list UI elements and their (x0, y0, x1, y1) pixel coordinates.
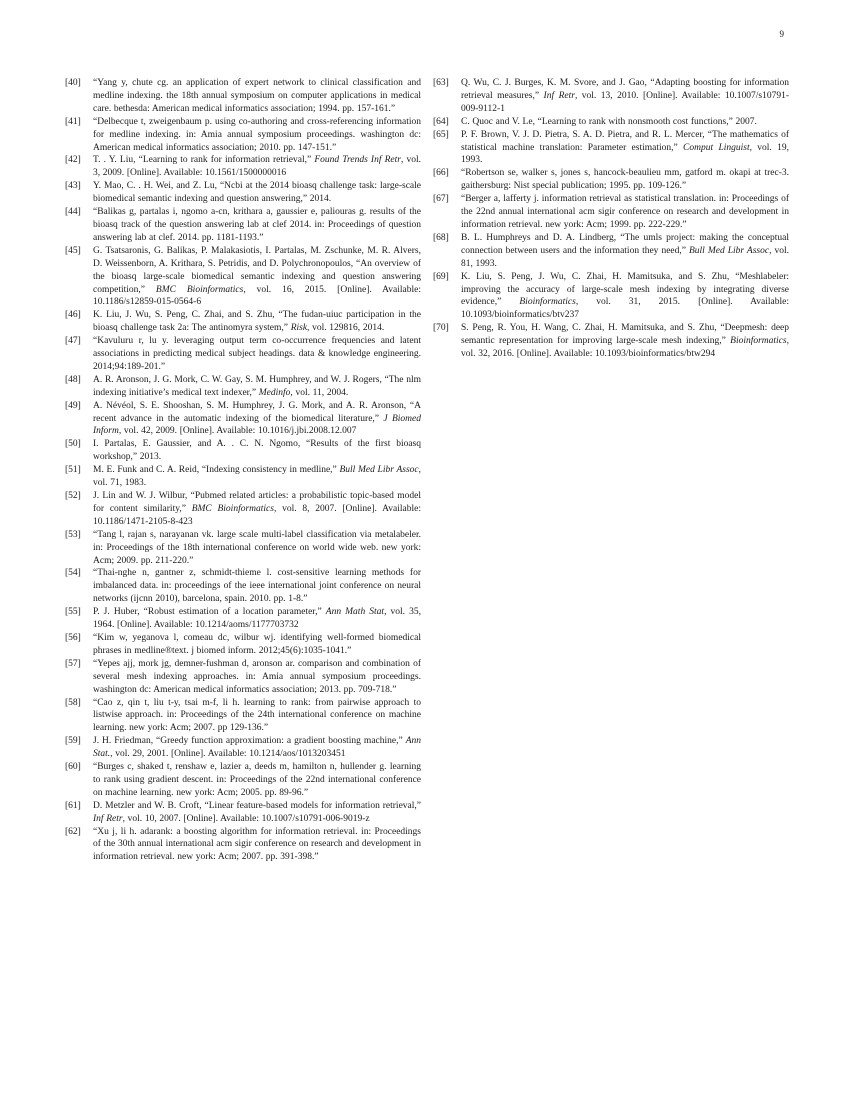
reference-text: Y. Mao, C. . H. Wei, and Z. Lu, “Ncbi at the 2014 bioasq challenge task: large-scale biomedical semantic indexing and question answering,” 2014. (93, 181, 421, 205)
reference-number: [45] (65, 245, 81, 256)
reference-number: [48] (65, 374, 81, 385)
reference-item (433, 77, 789, 116)
reference-text: “Balikas g, partalas i, ngomo a-cn, krithara a, gaussier e, paliouras g. results of the bioasq track of the question answering lab at clef 2014. in: Proceedings of question answering lab at clef. 2014. pp. 1181-1193.” (93, 207, 421, 243)
reference-text: “Cao z, qin t, liu t-y, tsai m-f, li h. learning to rank: from pairwise approach to listwise approach. in: Proceedings of the 24th international conference on machine learning. new york: Acm; 2007. pp 129-136.” (93, 697, 421, 734)
reference-number: [65] (433, 129, 449, 140)
reference-number: [41] (65, 116, 81, 127)
reference-number: [70] (433, 323, 449, 334)
reference-number: [40] (65, 78, 81, 88)
references-column-right (433, 77, 789, 864)
reference-text: S. Peng, R. You, H. Wang, C. Zhai, H. Mamitsuka, and S. Zhu, “Deepmesh: deep semantic representation for improving large-scale mesh indexing,” Bioinformatics, vol. 32, 2016. [Online]. Available: 10.1093/bioinformatics/btw294 (461, 323, 789, 360)
reference-text: D. Metzler and W. B. Croft, “Linear feature-based models for information retrieval,” Inf Retr, vol. 10, 2007. [Online]. Available: 10.1007/s10791-006-9019-z (93, 800, 421, 824)
reference-text: M. E. Funk and C. A. Reid, “Indexing consistency in medline,” Bull Med Libr Assoc, vol. 71, 1983. (93, 465, 421, 489)
reference-item (433, 129, 789, 168)
reference-text: “Tang l, rajan s, narayanan vk. large scale multi-label classification via metalabeler. in: Proceedings of the 18th international conference on world wide web. new york: Acm; 2009. pp. 211-220.” (93, 529, 421, 566)
reference-item (65, 309, 421, 335)
reference-item (433, 232, 789, 271)
reference-number: [57] (65, 658, 81, 669)
references-column-left (65, 77, 421, 864)
reference-text: T. . Y. Liu, “Learning to rank for information retrieval,” Found Trends Inf Retr, vol. 3, 2009. [Online]. Available: 10.1561/1500000016 (93, 155, 421, 179)
reference-text: P. J. Huber, “Robust estimation of a location parameter,” Ann Math Stat, vol. 35, 1964. [Online]. Available: 10.1214/aoms/1177703732 (93, 607, 421, 631)
reference-item (65, 567, 421, 606)
reference-number: [53] (65, 529, 81, 540)
reference-text: “Thai-nghe n, gantner z, schmidt-thieme l. cost-sensitive learning methods for imbalanced data. in: proceedings of the ieee international joint conference on neural networks (ijcnn 2010), barcelona, spain. 2010. pp. 1-8.” (93, 568, 421, 605)
reference-number: [50] (65, 439, 81, 450)
reference-text: K. Liu, S. Peng, J. Wu, C. Zhai, H. Mamitsuka, and S. Zhu, “Meshlabeler: improving the accuracy of large-scale mesh indexing by integrating diverse evidence,” Bioinformatics, vol. 31, 2015. [Online]. Available: 10.1093/bioinformatics/btv237 (461, 271, 789, 321)
reference-text: “Robertson se, walker s, jones s, hancock-beaulieu mm, gatford m. okapi at trec-3. gaithersburg: Nist special publication; 1995. pp. 109-126.” (461, 168, 789, 192)
reference-text: J. H. Friedman, “Greedy function approximation: a gradient boosting machine,” Ann Stat., vol. 29, 2001. [Online]. Available: 10.1214/aos/1013203451 (93, 736, 421, 760)
reference-number: [69] (433, 271, 449, 282)
reference-item (65, 826, 421, 865)
reference-text: “Xu j, li h. adarank: a boosting algorithm for information retrieval. in: Proceedings of the 30th annual international acm sigir conference on research and development in information retrieval. new york: Acm; 2007. pp. 391-398.” (93, 826, 421, 863)
reference-text: A. Névéol, S. E. Shooshan, S. M. Humphrey, J. G. Mork, and A. R. Aronson, “A recent advance in the automatic indexing of the biomedical literature,” J Biomed Inform, vol. 42, 2009. [Online]. Available: 10.1016/j.jbi.2008.12.007 (93, 400, 421, 437)
reference-text: “Berger a, lafferty j. information retrieval as statistical translation. in: Proceedings of the 22nd annual international acm sigir conference on research and development in information retrieval. new york: Acm; 1999. pp. 222-229.” (461, 194, 789, 230)
reference-text: Q. Wu, C. J. Burges, K. M. Svore, and J. Gao, “Adapting boosting for information retrieval measures,” Inf Retr, vol. 13, 2010. [Online]. Available: 10.1007/s10791-009-9112-1 (461, 78, 789, 114)
reference-item (65, 800, 421, 826)
reference-number: [64] (433, 116, 449, 127)
reference-item (65, 116, 421, 155)
reference-number: [52] (65, 491, 81, 501)
reference-text: “Burges c, shaked t, renshaw e, lazier a, deeds m, hamilton n, hullender g. learning to rank using gradient descent. in: Proceedings of the 22nd international conference on machine learning. new york: Acm; 2005. pp. 89-96.” (93, 762, 421, 798)
reference-item (433, 322, 789, 361)
reference-number: [63] (433, 78, 449, 88)
reference-item (65, 529, 421, 568)
reference-item (433, 193, 789, 232)
reference-text: “Delbecque t, zweigenbaum p. using co-authoring and cross-referencing information for medline indexing. in: Amia annual symposium proceedings. washington dc: American medical informatics association; 2010. pp. 147-151.” (93, 116, 421, 153)
reference-item (65, 606, 421, 632)
reference-text: G. Tsatsaronis, G. Balikas, P. Malakasiotis, I. Partalas, M. Zschunke, M. R. Alvers, D. Weissenborn, A. Krithara, S. Petridis, and D. Polychronopoulos, “An overview of the bioasq large-scale biomedical semantic indexing and question answering competition,” BMC Bioinformatics, vol. 16, 2015. [Online]. Available: 10.1186/s12859-015-0564-6 (93, 245, 421, 308)
reference-item (65, 761, 421, 800)
reference-number: [49] (65, 400, 81, 411)
reference-text: A. R. Aronson, J. G. Mork, C. W. Gay, S. M. Humphrey, and W. J. Rogers, “The nlm indexing initiative’s medical text indexer,” Medinfo, vol. 11, 2004. (93, 374, 421, 398)
reference-item (65, 180, 421, 206)
reference-text: “Kavuluru r, lu y. leveraging output term co-occurrence frequencies and latent associations in predicting medical subject headings. data & knowledge engineering. 2014;94:189-201.” (93, 336, 421, 372)
reference-item (65, 490, 421, 529)
reference-item (65, 735, 421, 761)
reference-number: [44] (65, 207, 81, 218)
reference-item (65, 697, 421, 736)
reference-item (65, 245, 421, 310)
reference-item (65, 464, 421, 490)
reference-item (433, 271, 789, 323)
reference-number: [55] (65, 607, 81, 618)
reference-number: [42] (65, 155, 81, 166)
reference-number: [56] (65, 632, 81, 643)
reference-text: I. Partalas, E. Gaussier, and A. . C. N. Ngomo, “Results of the first bioasq workshop,” 2013. (93, 439, 421, 463)
reference-item (65, 658, 421, 697)
reference-number: [51] (65, 465, 81, 476)
page-number: 9 (779, 29, 784, 39)
reference-item (65, 400, 421, 439)
reference-text: “Kim w, yeganova l, comeau dc, wilbur wj. identifying well-formed biomedical phrases in medline®text. j biomed inform. 2012;45(6):1035-1041.” (93, 632, 421, 656)
reference-text: P. F. Brown, V. J. D. Pietra, S. A. D. Pietra, and R. L. Mercer, “The mathematics of statistical machine translation: Parameter estimation,” Comput Linguist, vol. 19, 1993. (461, 129, 789, 166)
reference-number: [66] (433, 168, 449, 179)
reference-item (65, 206, 421, 245)
reference-text: “Yepes ajj, mork jg, demner-fushman d, aronson ar. comparison and combination of several mesh indexing approaches. in: Amia annual symposium proceedings. washington dc: American medical informatics association; 2013. pp. 709-718.” (93, 658, 421, 695)
reference-text: B. L. Humphreys and D. A. Lindberg, “The umls project: making the conceptual connection between users and the information they need,” Bull Med Libr Assoc, vol. 81, 1993. (461, 232, 789, 269)
reference-number: [60] (65, 762, 81, 773)
reference-number: [43] (65, 181, 81, 192)
reference-text: “Yang y, chute cg. an application of expert network to clinical classification and medline indexing. the 18th annual symposium on computer applications in medical care. bethesda: American medical informatics association; 1994. pp. 157-161.” (93, 78, 421, 114)
reference-number: [54] (65, 568, 81, 579)
reference-number: [68] (433, 232, 449, 243)
reference-text: C. Quoc and V. Le, “Learning to rank with nonsmooth cost functions,” 2007. (461, 116, 757, 127)
reference-item (433, 116, 789, 129)
reference-item (433, 167, 789, 193)
reference-number: [58] (65, 697, 81, 708)
reference-number: [46] (65, 310, 81, 321)
reference-number: [67] (433, 194, 449, 205)
reference-text: J. Lin and W. J. Wilbur, “Pubmed related articles: a probabilistic topic-based model for content similarity,” BMC Bioinformatics, vol. 8, 2007. [Online]. Available: 10.1186/1471-2105-8-423 (93, 491, 422, 527)
reference-number: [62] (65, 826, 81, 837)
reference-item (65, 335, 421, 374)
reference-number: [47] (65, 336, 81, 347)
references-section (65, 77, 790, 864)
reference-item (65, 374, 421, 400)
reference-number: [59] (65, 736, 81, 747)
reference-item (65, 77, 421, 116)
reference-number: [61] (65, 800, 81, 811)
reference-item (65, 632, 421, 658)
reference-text: K. Liu, J. Wu, S. Peng, C. Zhai, and S. Zhu, “The fudan-uiuc participation in the bioasq challenge task 2a: The antinomyra system,” Risk, vol. 129816, 2014. (93, 310, 421, 334)
reference-item (65, 154, 421, 180)
reference-item (65, 438, 421, 464)
